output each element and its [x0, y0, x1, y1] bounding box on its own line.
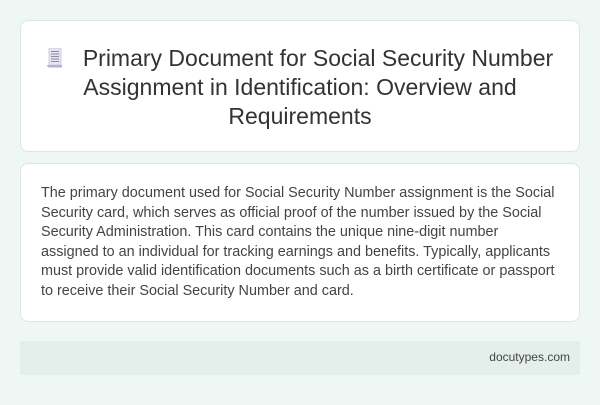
description-card: [20, 163, 580, 322]
document-scroll-icon: [47, 48, 63, 68]
footer: [20, 341, 580, 375]
page-title: [41, 44, 559, 131]
page-title-text: Primary Document for Social Security Number Assignment in Identification: Overview and Requirements: [82, 45, 554, 129]
site-link[interactable]: docutypes.com: [489, 350, 570, 364]
title-card: [20, 20, 580, 152]
description-paragraph: The primary document used for Social Security Number assignment is the Social Security card, which serves as official proof of the number issued by the Social Security Administration. This card contains the unique nine-digit number assigned to an individual for tracking earnings and benefits. Typically, applicants must provide valid identification documents such as a birth certificate or passport to receive their Social Security Number and card.: [41, 185, 555, 299]
